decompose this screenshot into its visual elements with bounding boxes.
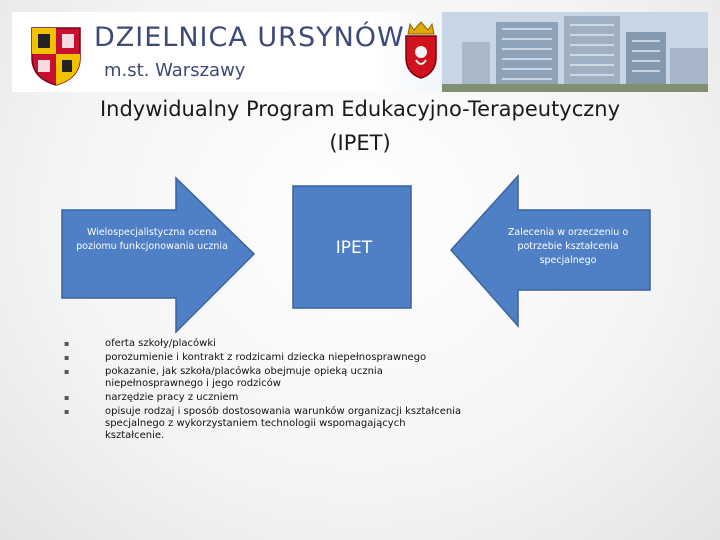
left-arrow-label: Wielospecjalistyczna ocena poziomu funkcjonowania ucznia bbox=[76, 227, 228, 252]
bullet-icon: ▪ bbox=[64, 393, 70, 402]
center-box-label: IPET bbox=[335, 238, 373, 258]
bullet-icon: ▪ bbox=[64, 353, 70, 362]
title-line-2: (IPET) bbox=[329, 131, 391, 155]
bullet-icon: ▪ bbox=[64, 339, 70, 348]
list-item: ▪ porozumienie i kontrakt z rodzicami dziecka niepełnosprawnego bbox=[64, 352, 427, 363]
title-line-1: Indywidualny Program Edukacyjno-Terapeutyczny bbox=[99, 97, 621, 121]
ipet-bullet-list bbox=[64, 338, 464, 444]
list-item: ▪ pokazanie, jak szkoła/placówka obejmuje opieką ucznia niepełnosprawnego i jego rodziców bbox=[64, 366, 383, 389]
city-name: m.st. Warszawy bbox=[104, 60, 246, 81]
list-item: ▪ oferta szkoły/placówki bbox=[64, 338, 216, 349]
right-arrow-label: Zalecenia w orzeczeniu o potrzebie kształcenia specjalnego bbox=[507, 227, 629, 266]
left-arrow-shape bbox=[62, 178, 254, 332]
district-name: DZIELNICA URSYNÓW bbox=[94, 22, 405, 53]
bullet-icon: ▪ bbox=[64, 367, 70, 376]
bullet-icon: ▪ bbox=[64, 407, 70, 416]
list-item: ▪ narzędzie pracy z uczniem bbox=[64, 392, 239, 403]
list-item: ▪ opisuje rodzaj i sposób dostosowania warunków organizacji kształcenia specjalnego z wykorzystaniem technologii wspomagających kształcenie. bbox=[64, 406, 462, 441]
